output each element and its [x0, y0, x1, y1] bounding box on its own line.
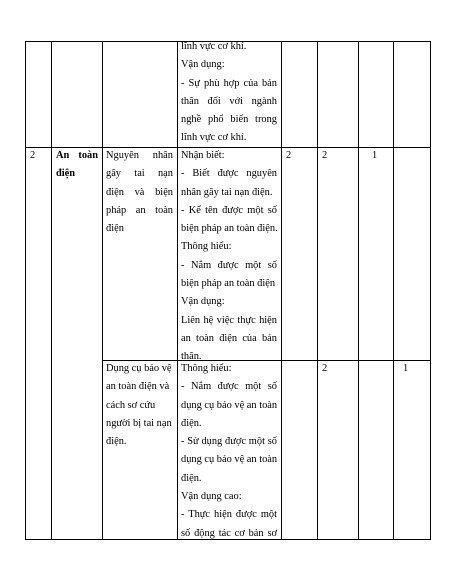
content-line: Vận dụng:: [181, 59, 225, 71]
content-line: - Biết được nguyên: [181, 168, 277, 180]
content-line: Vận dụng cao:: [181, 491, 242, 503]
unit-title-line: pháp an toàn: [106, 204, 173, 216]
content-line: Nhận biết:: [181, 150, 225, 161]
count-cell: 2: [286, 150, 292, 161]
content-line: - Kể tên được một số: [181, 204, 277, 216]
unit-title-line: điện và biện: [106, 186, 173, 198]
content-line: Thông hiểu:: [181, 363, 232, 374]
unit-b-content-cell: [181, 360, 277, 543]
content-line: thân đối với ngành: [181, 95, 277, 107]
content-line: nghề phổ biến trong: [181, 114, 277, 126]
content-line: - Thực hiện được một: [181, 509, 277, 521]
content-line: điện.: [181, 417, 202, 429]
content-line: Thông hiểu:: [181, 241, 232, 253]
content-line: dụng cụ bảo vệ an toàn: [181, 454, 278, 466]
content-line: lĩnh vực cơ khí.: [181, 41, 247, 52]
content-line: an toàn điện của bản: [181, 332, 277, 344]
content-line: nhân gây tai nạn điện.: [181, 186, 273, 198]
content-line: - Nắm được một số: [181, 259, 277, 271]
content-line: biện pháp an toàn điện: [181, 278, 276, 290]
unit-b-title-cell: [106, 360, 173, 451]
unit-title-line: cách sơ cứu: [106, 399, 156, 411]
count-cell: 2: [322, 363, 328, 374]
content-line: dụng cụ bảo vệ an toàn: [181, 399, 278, 411]
continuation-content-cell: [181, 38, 277, 148]
col-border: [51, 41, 52, 540]
unit-title-line: gây tai nạn: [106, 168, 173, 180]
unit-a-content-cell: [181, 147, 277, 367]
col-border: [102, 41, 103, 540]
col-border: [25, 41, 26, 540]
topic-cell: [56, 147, 98, 184]
content-line: Vận dụng:: [181, 296, 225, 308]
content-line: - Sử dụng được một số: [181, 436, 277, 448]
unit-title-line: điện: [106, 223, 124, 235]
content-line: - Nắm được một số: [181, 381, 277, 393]
count-cell: 1: [403, 363, 409, 374]
unit-title-line: điện.: [106, 436, 127, 448]
count-cell: 2: [322, 150, 328, 161]
unit-a-title-cell: [106, 147, 173, 238]
content-line: số động tác cơ bản sơ: [181, 527, 277, 539]
content-line: - Sự phù hợp của bản: [181, 77, 277, 89]
unit-title-line: an toàn điện và: [106, 381, 170, 393]
col-border: [177, 41, 178, 540]
col-border: [393, 41, 394, 540]
count-cell: 1: [372, 150, 378, 161]
unit-title-line: người bị tai nạn: [106, 417, 172, 429]
col-border: [317, 41, 318, 540]
content-line: Liên hệ việc thực hiện: [181, 314, 277, 326]
col-border: [430, 41, 431, 540]
content-line: điện.: [181, 472, 202, 484]
col-border: [281, 41, 282, 540]
topic-line: điện: [56, 168, 76, 180]
row-index: 2: [30, 150, 36, 161]
topic-line: An toàn: [56, 150, 98, 161]
unit-title-line: Dụng cụ bảo vệ: [106, 363, 172, 374]
content-line: thân.: [181, 351, 202, 363]
unit-title-line: Nguyên nhân: [106, 150, 173, 161]
content-line: lĩnh vực cơ khí.: [181, 132, 247, 144]
col-border: [358, 41, 359, 540]
content-line: biện pháp an toàn điện.: [181, 223, 278, 235]
